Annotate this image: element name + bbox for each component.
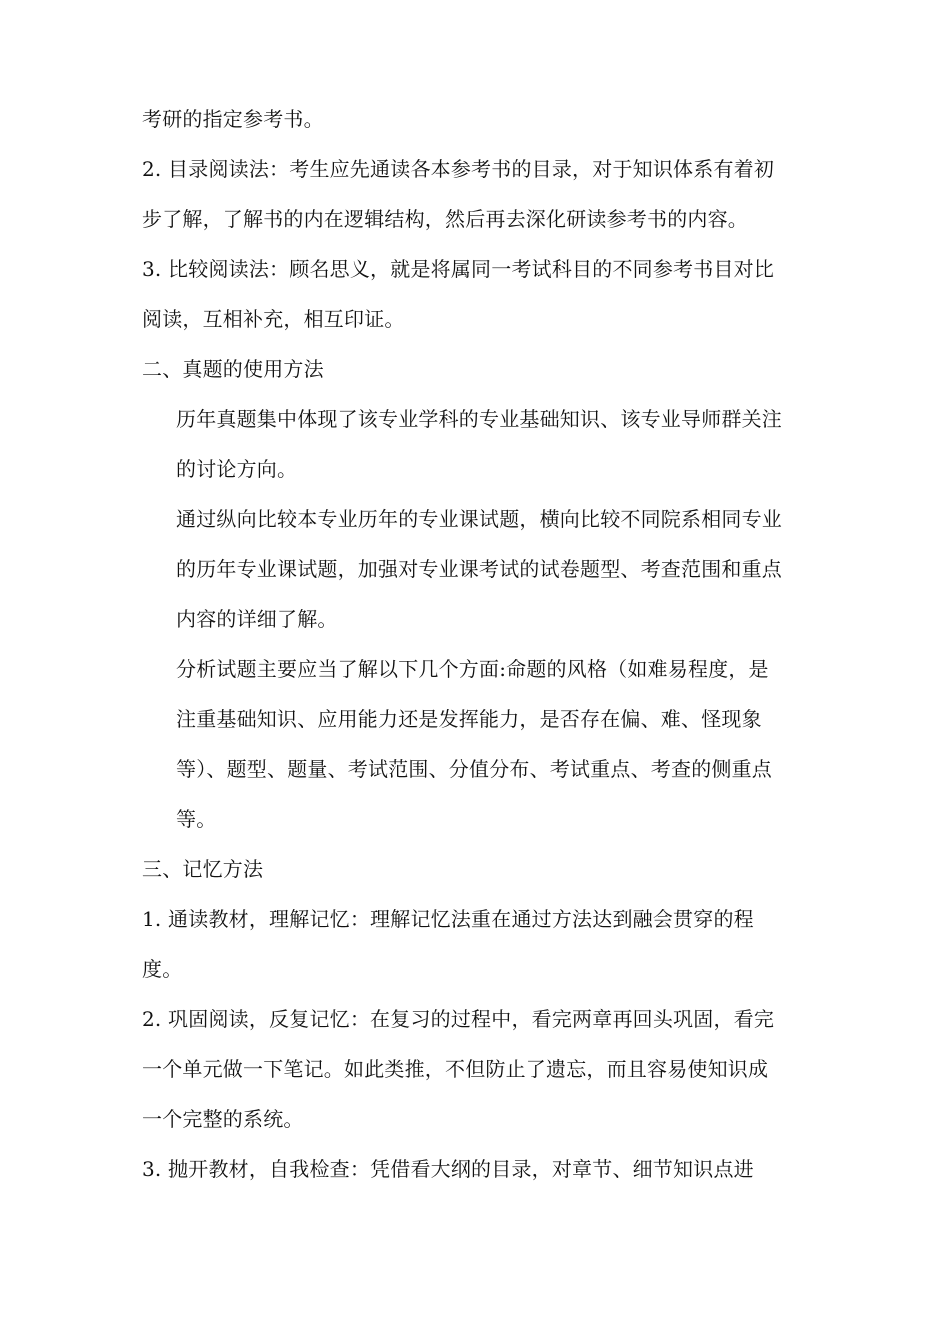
text-line: 3. 抛开教材，自我检查：凭借看大纲的目录，对章节、细节知识点进: [142, 1157, 754, 1181]
text-line: 2. 目录阅读法：考生应先通读各本参考书的目录，对于知识体系有着初: [142, 157, 775, 181]
text-line: 一个完整的系统。: [142, 1107, 304, 1131]
text-line: 等。: [176, 807, 217, 831]
section-heading: 三、记忆方法: [142, 857, 264, 881]
text-line: 步了解，了解书的内在逻辑结构，然后再去深化研读参考书的内容。: [142, 207, 748, 231]
text-line: 的讨论方向。: [176, 457, 298, 481]
text-line: 内容的详细了解。: [176, 607, 338, 631]
section-heading: 二、真题的使用方法: [142, 357, 324, 381]
text-line: 等）、题型、题量、考试范围、分值分布、考试重点、考查的侧重点: [176, 757, 772, 781]
text-line: 注重基础知识、应用能力还是发挥能力，是否存在偏、难、怪现象: [176, 707, 762, 731]
text-line: 1. 通读教材，理解记忆：理解记忆法重在通过方法达到融会贯穿的程: [142, 907, 754, 931]
text-line: 阅读，互相补充，相互印证。: [142, 307, 405, 331]
text-line: 通过纵向比较本专业历年的专业课试题，横向比较不同院系相同专业: [176, 507, 782, 531]
text-line: 的历年专业课试题，加强对专业课考试的试卷题型、考查范围和重点: [176, 557, 782, 581]
text-line: 考研的指定参考书。: [142, 107, 324, 131]
text-line: 3. 比较阅读法：顾名思义，就是将属同一考试科目的不同参考书目对比: [142, 257, 775, 281]
text-line: 分析试题主要应当了解以下几个方面:命题的风格（如难易程度，是: [176, 657, 769, 681]
text-line: 历年真题集中体现了该专业学科的专业基础知识、该专业导师群关注: [176, 407, 782, 431]
text-line: 2. 巩固阅读，反复记忆：在复习的过程中，看完两章再回头巩固，看完: [142, 1007, 775, 1031]
text-line: 度。: [142, 957, 183, 981]
text-line: 一个单元做一下笔记。如此类推，不但防止了遗忘，而且容易使知识成: [142, 1057, 769, 1081]
